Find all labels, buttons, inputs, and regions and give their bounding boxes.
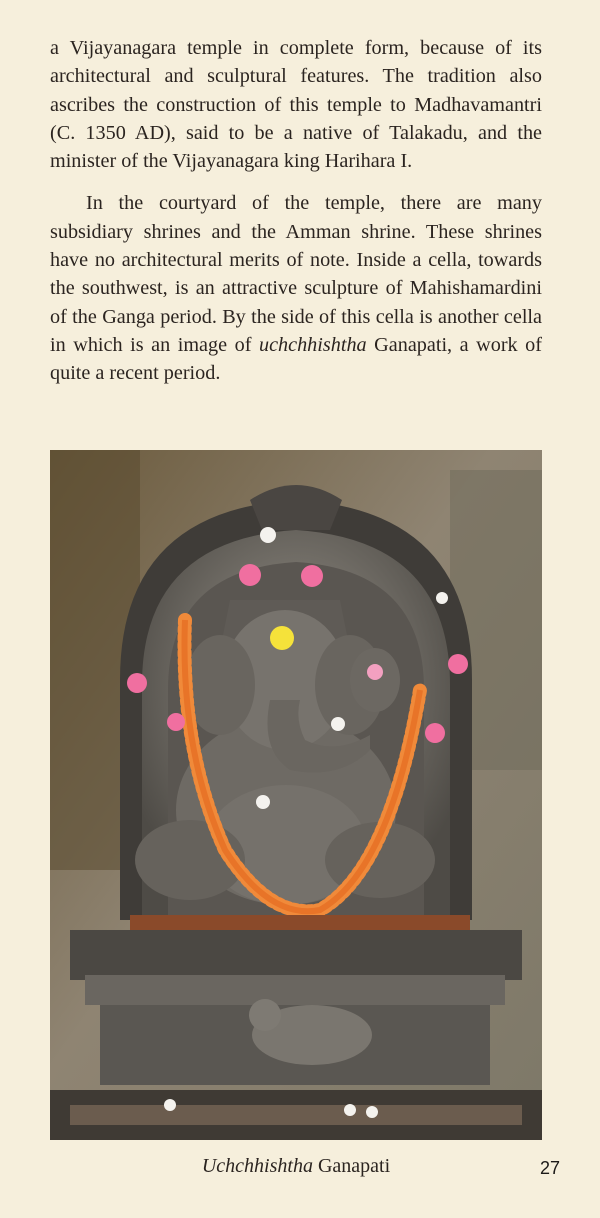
ganapati-photo	[50, 450, 542, 1140]
paragraph-2-italic: uchchhishtha	[258, 333, 367, 356]
body-text	[50, 34, 542, 402]
ganapati-sculpture-illustration	[50, 450, 542, 1140]
figure-caption	[50, 1155, 542, 1178]
paragraph-2	[50, 189, 542, 387]
caption-rest: Ganapati	[312, 1155, 391, 1177]
paragraph-2-main: In the courtyard of the temple, there are many subsidiary shrines and the Amman shrine. These shrines have no architectural merits of note. Inside a cella, towards the southwest, is an attractive sculpture of Mahishamardini of the Ganga period. By the side of this cella is another cella in which is an image of	[50, 192, 542, 356]
page-number: 27	[539, 1158, 560, 1178]
paragraph-2-end: Ganapati, a work of quite a recent period.	[50, 333, 542, 385]
caption-italic: Uchchhishtha	[201, 1155, 313, 1177]
paragraph-1: a Vijayanagara temple in complete form, because of its architectural and sculptural features. The tradition also ascribes the construction of this temple to Madhavamantri (C. 1350 AD), said to be a native of Talakadu, and the minister of the Vijayanagara king Harihara I.	[50, 37, 542, 173]
